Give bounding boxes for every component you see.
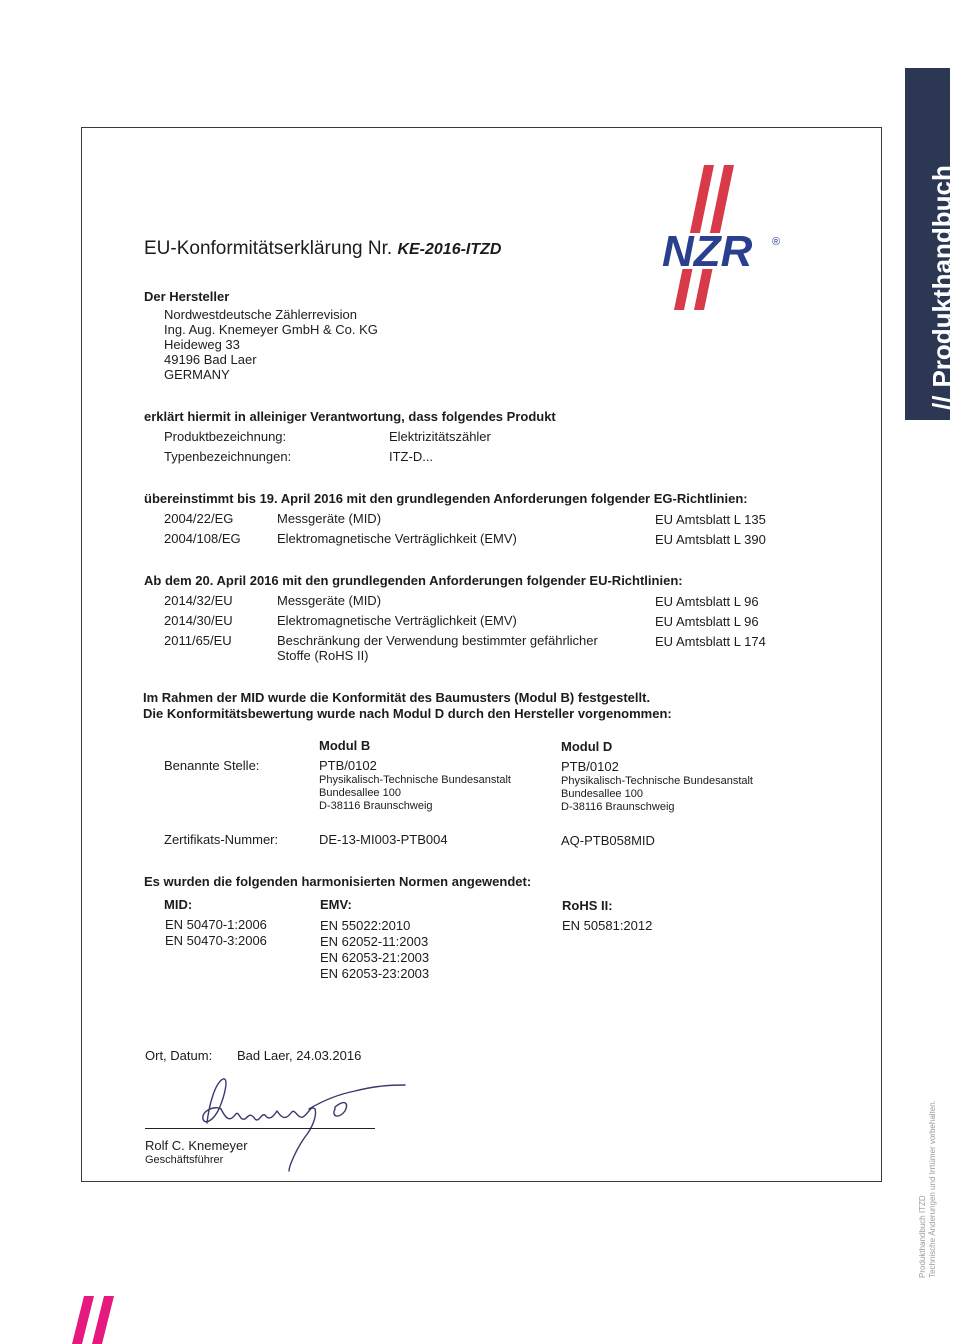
- directive-name: Elektromagnetische Verträglichkeit (EMV): [277, 531, 517, 546]
- directive-name: Messgeräte (MID): [277, 511, 382, 526]
- nzr-logo: [660, 165, 790, 315]
- signature-line: [145, 1128, 375, 1129]
- slashes-icon: //: [927, 395, 957, 410]
- module-b-body-street: Bundesallee 100: [319, 787, 401, 799]
- side-tab-label: //Produkthandbuch: [927, 165, 957, 410]
- module-d-body-id: PTB/0102: [561, 759, 619, 774]
- norms-rohs-heading: RoHS II:: [562, 898, 613, 913]
- doc-title: EU-Konformitätserklärung Nr. KE-2016-ITZD: [144, 238, 502, 259]
- manufacturer-heading: Der Hersteller: [144, 289, 230, 304]
- norms-heading: Es wurden die folgenden harmonisierten Normen angewendet:: [144, 874, 532, 889]
- module-d-body-name: Physikalisch-Technische Bundesanstalt: [561, 775, 753, 787]
- module-b-body-name: Physikalisch-Technische Bundesanstalt: [319, 774, 511, 786]
- eg-directives-heading: übereinstimmt bis 19. April 2016 mit den grundlegenden Anforderungen folgender EG-Richtlinien:: [144, 491, 748, 506]
- norms-emv-heading: EMV:: [320, 897, 352, 912]
- norm-item: EN 50581:2012: [562, 918, 653, 933]
- module-b-body-id: PTB/0102: [319, 758, 377, 773]
- declaration-heading: erklärt hiermit in alleiniger Verantwortung, dass folgendes Produkt: [144, 409, 556, 424]
- directive-name: Beschränkung der Verwendung bestimmter gefährlicher: [277, 633, 598, 648]
- module-b-heading: Modul B: [319, 738, 371, 753]
- directive-ref: EU Amtsblatt L 390: [655, 532, 766, 547]
- type-label: Typenbezeichnungen:: [164, 449, 292, 464]
- footer-line-2: Technische Änderungen und Irrtümer vorbehalten.: [928, 1100, 937, 1278]
- product-value: Elektrizitätszähler: [389, 429, 491, 444]
- manufacturer-line: GERMANY: [164, 367, 230, 382]
- module-b-body-city: D-38116 Braunschweig: [319, 800, 433, 812]
- directive-name: Elektromagnetische Verträglichkeit (EMV): [277, 613, 517, 628]
- manufacturer-line: Ing. Aug. Knemeyer GmbH & Co. KG: [164, 322, 378, 337]
- directive-code: 2004/108/EG: [164, 531, 241, 546]
- directive-code: 2014/32/EU: [164, 593, 233, 608]
- directive-code: 2014/30/EU: [164, 613, 233, 628]
- logo-text: NZR: [662, 227, 753, 276]
- norm-item: EN 62052-11:2003: [320, 934, 429, 949]
- footer-note: [918, 1100, 938, 1278]
- logo-registered: ®: [772, 236, 781, 248]
- directive-code: 2011/65/EU: [164, 633, 232, 648]
- footer-line-1: Produkthandbuch ITZD: [918, 1195, 927, 1278]
- manufacturer-line: Heideweg 33: [164, 337, 240, 352]
- module-d-certificate: AQ-PTB058MID: [561, 833, 655, 848]
- signer-name: Rolf C. Knemeyer: [145, 1138, 248, 1153]
- place-date-label: Ort, Datum:: [145, 1048, 213, 1063]
- module-d-body-city: D-38116 Braunschweig: [561, 801, 675, 813]
- norm-item: EN 62053-23:2003: [320, 966, 430, 981]
- module-d-body-street: Bundesallee 100: [561, 788, 643, 800]
- manufacturer-line: 49196 Bad Laer: [164, 352, 257, 367]
- directive-ref: EU Amtsblatt L 174: [655, 634, 766, 649]
- eu-directives-heading: Ab dem 20. April 2016 mit den grundlegenden Anforderungen folgender EU-Richtlinien:: [144, 573, 683, 588]
- product-label: Produktbezeichnung:: [164, 429, 287, 444]
- directive-name-cont: Stoffe (RoHS II): [277, 648, 369, 663]
- norms-mid-heading: MID:: [164, 897, 193, 912]
- certificate-label: Zertifikats-Nummer:: [164, 832, 279, 847]
- magenta-slashes-icon: [72, 1296, 120, 1344]
- manufacturer-line: Nordwestdeutsche Zählerrevision: [164, 307, 357, 322]
- directive-code: 2004/22/EG: [164, 511, 234, 526]
- norm-item: EN 55022:2010: [320, 918, 411, 933]
- mid-statement-line-2: Die Konformitätsbewertung wurde nach Modul D durch den Hersteller vorgenommen:: [143, 706, 672, 721]
- norm-item: EN 50470-3:2006: [165, 933, 267, 948]
- directive-ref: EU Amtsblatt L 96: [655, 614, 759, 629]
- doc-number: KE-2016-ITZD: [397, 241, 502, 258]
- module-b-certificate: DE-13-MI003-PTB004: [319, 832, 448, 847]
- module-d-heading: Modul D: [561, 739, 613, 754]
- norm-item: EN 50470-1:2006: [165, 917, 267, 932]
- norm-item: EN 62053-21:2003: [320, 950, 430, 965]
- notified-body-label: Benannte Stelle:: [164, 758, 260, 773]
- place-date-value: Bad Laer, 24.03.2016: [237, 1048, 362, 1063]
- mid-statement-line-1: Im Rahmen der MID wurde die Konformität des Baumusters (Modul B) festgestellt.: [143, 690, 651, 705]
- directive-ref: EU Amtsblatt L 96: [655, 594, 759, 609]
- type-value: ITZ-D...: [389, 449, 434, 464]
- signer-role: Geschäftsführer: [145, 1154, 224, 1166]
- directive-ref: EU Amtsblatt L 135: [655, 512, 766, 527]
- directive-name: Messgeräte (MID): [277, 593, 382, 608]
